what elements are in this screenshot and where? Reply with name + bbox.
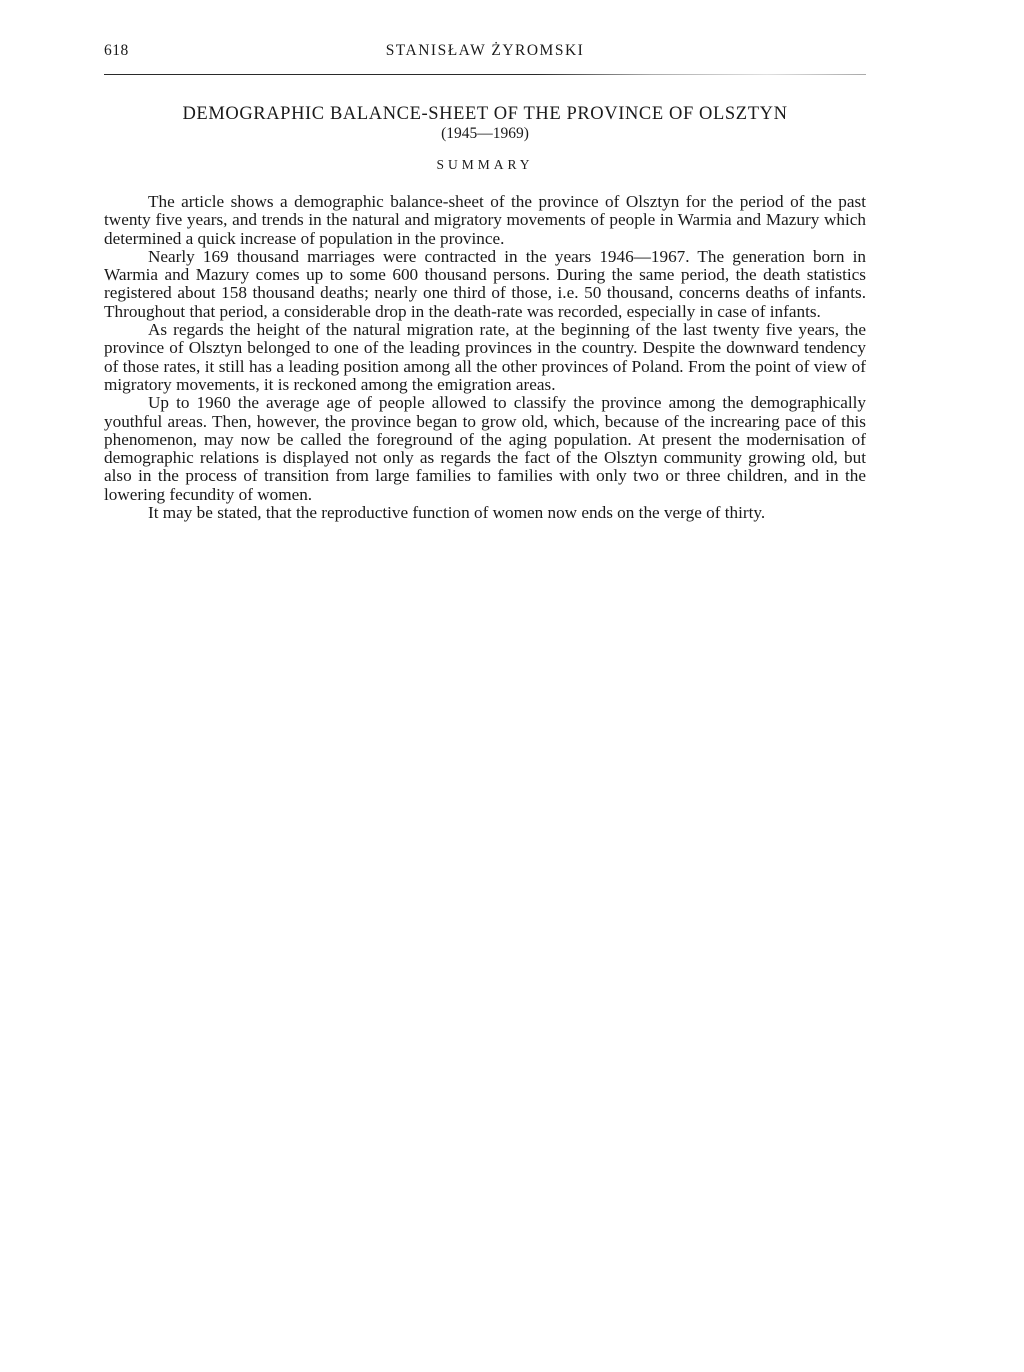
article-title: DEMOGRAPHIC BALANCE-SHEET OF THE PROVINCE OF OLSZTYN <box>182 104 788 124</box>
paragraph: It may be stated, that the reproductive function of women now ends on the verge of thirty. <box>148 503 766 523</box>
page-number: 618 <box>104 42 129 59</box>
running-head <box>104 42 866 66</box>
article-years: (1945—1969) <box>441 125 529 142</box>
summary-heading: SUMMARY <box>436 157 534 172</box>
running-head-author: STANISŁAW ŻYROMSKI <box>385 42 585 59</box>
summary-body <box>104 193 866 522</box>
paragraph: Nearly 169 thousand marriages were contracted in the years 1946—1967. The generation born in Warmia and Mazury comes up to some 600 thousand persons. During the same period, the death statistics registered about 158 thousand deaths; nearly one third of those, i.e. 50 thousand, concerns deaths of infants. Throughout that period, a considerable drop in the death-rate was recorded, especially in case of infants. <box>104 246 866 321</box>
paragraph: The article shows a demographic balance-sheet of the province of Olsztyn for the period of the past twenty five years, and trends in the natural and migratory movements of people in Warmia and Mazury which determined a quick increase of population in the province. <box>104 192 866 248</box>
paragraph: Up to 1960 the average age of people allowed to classify the province among the demographically youthful areas. Then, however, the province began to grow old, which, because of the increaring pace of this phenomenon, may now be called the foreground of the aging population. At present the modernisation of demographic relations is displayed not only as regards the fact of the Olsztyn community growing old, but also in the process of transition from large families to families with only two or three children, and in the lowering fecundity of women. <box>104 393 866 504</box>
paragraph: As regards the height of the natural migration rate, at the beginning of the last twenty five years, the province of Olsztyn belonged to one of the leading provinces in the country. Despite the downward tendency of those rates, it still has a leading position among all the other provinces of Poland. From the point of view of migratory movements, it is reckoned among the emigration areas. <box>104 320 866 394</box>
header-rule <box>104 74 866 75</box>
